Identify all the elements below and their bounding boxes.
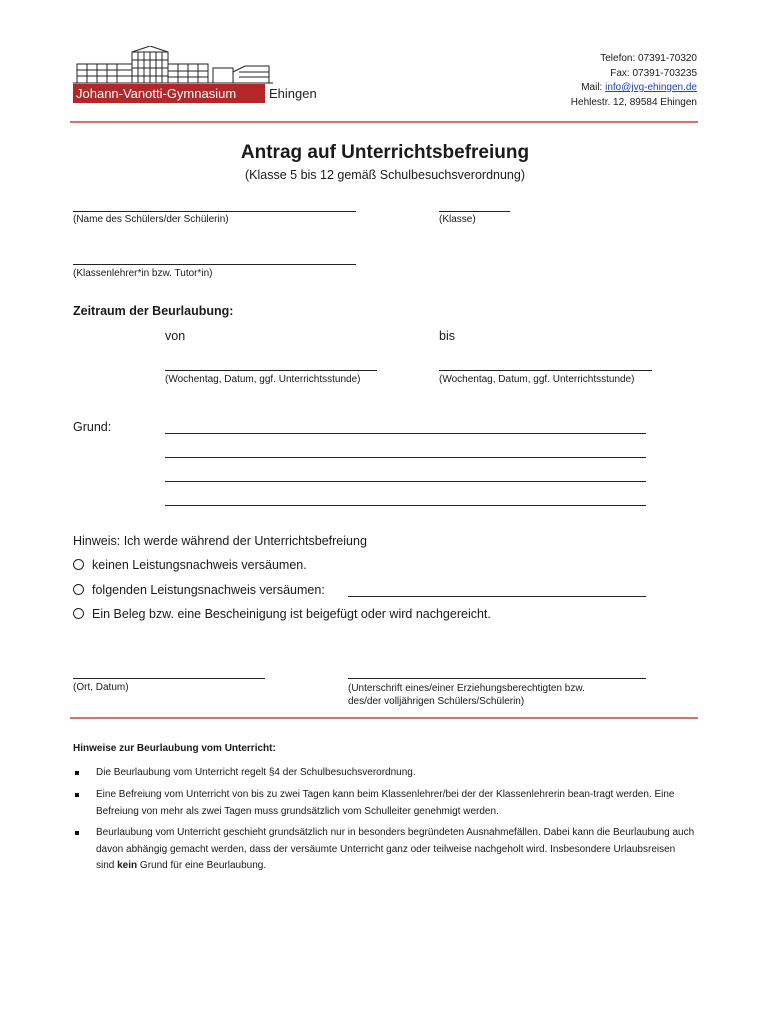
student-name-label: (Name des Schülers/der Schülerin) bbox=[73, 214, 229, 225]
reason-label: Grund: bbox=[73, 420, 112, 434]
class-label: (Klasse) bbox=[439, 214, 476, 225]
radio-circle-icon[interactable] bbox=[73, 559, 84, 570]
option-missed-exam[interactable] bbox=[73, 583, 325, 597]
contact-fax: Fax: 07391-703235 bbox=[610, 67, 697, 79]
contact-block bbox=[571, 52, 697, 110]
contact-phone: Telefon: 07391-70320 bbox=[600, 53, 697, 64]
signature-label bbox=[348, 682, 585, 708]
logo-city: Ehingen bbox=[269, 86, 317, 101]
contact-mail-prefix: Mail: bbox=[581, 82, 606, 93]
school-building-icon bbox=[73, 46, 273, 86]
page-title: Antrag auf Unterrichtsbefreiung bbox=[240, 142, 530, 163]
teacher-label: (Klassenlehrer*in bzw. Tutor*in) bbox=[73, 268, 213, 279]
notes-heading: Hinweise zur Beurlaubung vom Unterricht: bbox=[73, 743, 276, 754]
reason-field-line[interactable] bbox=[165, 481, 646, 482]
place-date-field[interactable] bbox=[73, 678, 265, 679]
contact-mail-row bbox=[571, 81, 697, 96]
page-subtitle: (Klasse 5 bis 12 gemäß Schulbesuchsverordnung) bbox=[244, 168, 525, 182]
note-item-text: Grund für eine Beurlaubung. bbox=[137, 860, 267, 871]
note-item-text: Beurlaubung vom Unterricht geschieht grundsätzlich nur in besonders begründeten Ausnahmefällen. Dabei kann die Beurlaubung auch davon abhängig gemacht werden, dass der versäumte Unterricht ganz oder teilweise nachgeholt wird. Insbesondere Urlaubsreisen sind bbox=[96, 827, 695, 871]
student-name-field[interactable] bbox=[73, 211, 356, 212]
period-from-hint: (Wochentag, Datum, ggf. Unterrichtsstunde) bbox=[165, 374, 361, 385]
period-to-label: bis bbox=[439, 329, 455, 343]
period-heading: Zeitraum der Beurlaubung: bbox=[73, 304, 234, 318]
notice-intro: Hinweis: Ich werde während der Unterrichtsbefreiung bbox=[73, 534, 367, 548]
note-item: Die Beurlaubung vom Unterricht regelt §4 der Schulbesuchsverordnung. bbox=[96, 767, 416, 778]
teacher-field[interactable] bbox=[73, 264, 356, 265]
note-item-emphasis: kein bbox=[117, 860, 138, 871]
note-item bbox=[96, 825, 696, 875]
missed-exam-field[interactable] bbox=[348, 596, 646, 597]
signature-label-line: des/der volljährigen Schülers/Schülerin) bbox=[348, 696, 525, 707]
note-item: Eine Befreiung vom Unterricht von bis zu zwei Tagen kann beim Klassenlehrer/bei der der Klassenlehrerin bean-tragt werden. Eine Befreiung von mehr als zwei Tagen muss grundsätzlich vom Schulleiter genehmigt werden. bbox=[96, 789, 675, 817]
place-date-label: (Ort, Datum) bbox=[73, 682, 129, 693]
radio-circle-icon[interactable] bbox=[73, 608, 84, 619]
reason-field-line[interactable] bbox=[165, 505, 646, 506]
contact-mail-link[interactable]: info@jvg-ehingen.de bbox=[605, 82, 697, 93]
reason-field-line[interactable] bbox=[165, 433, 646, 434]
option-no-exam[interactable] bbox=[73, 558, 307, 572]
signature-field[interactable] bbox=[348, 678, 646, 679]
bullet-icon bbox=[75, 831, 79, 835]
option-attachment[interactable] bbox=[73, 607, 491, 621]
reason-field-line[interactable] bbox=[165, 457, 646, 458]
bullet-icon bbox=[75, 793, 79, 797]
period-from-field[interactable] bbox=[165, 370, 377, 371]
header-rule bbox=[70, 121, 698, 123]
option-missed-exam-label: folgenden Leistungsnachweis versäumen: bbox=[92, 583, 325, 597]
period-to-hint: (Wochentag, Datum, ggf. Unterrichtsstunde) bbox=[439, 374, 635, 385]
period-from-label: von bbox=[165, 329, 186, 343]
contact-address: Hehlestr. 12, 89584 Ehingen bbox=[570, 96, 697, 108]
section-rule bbox=[70, 717, 698, 719]
class-field[interactable] bbox=[439, 211, 510, 212]
option-no-exam-label: keinen Leistungsnachweis versäumen. bbox=[92, 558, 307, 572]
radio-circle-icon[interactable] bbox=[73, 584, 84, 595]
bullet-icon bbox=[75, 771, 79, 775]
option-attachment-label: Ein Beleg bzw. eine Bescheinigung ist beigefügt oder wird nachgereicht. bbox=[92, 607, 491, 621]
school-logo bbox=[73, 46, 333, 104]
logo-school-name: Johann-Vanotti-Gymnasium bbox=[76, 86, 237, 101]
period-to-field[interactable] bbox=[439, 370, 652, 371]
signature-label-line: (Unterschrift eines/einer Erziehungsberechtigten bzw. bbox=[348, 683, 585, 694]
